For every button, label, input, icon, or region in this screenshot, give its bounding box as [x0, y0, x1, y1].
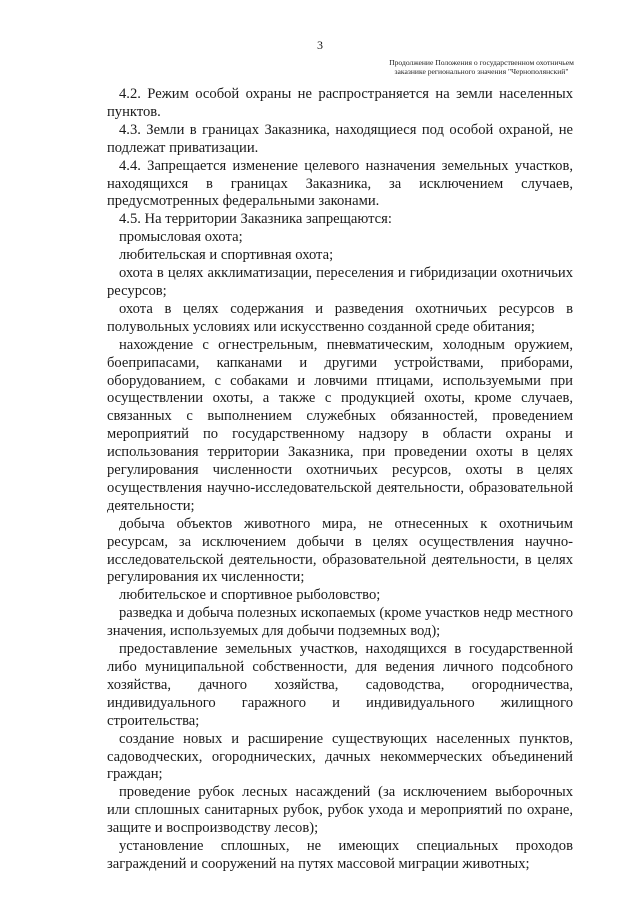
prohibition-item: любительское и спортивное рыболовство;: [119, 587, 381, 604]
paragraph-4-3: 4.3. Земли в границах Заказника, находящиеся под особой охраной, не подлежат приватизации.: [107, 121, 573, 156]
prohibition-item: создание новых и расширение существующих населенных пунктов, садоводческих, огороднических, дачных некоммерческих объединений граждан;: [107, 730, 573, 783]
prohibition-item: любительская и спортивная охота;: [119, 247, 334, 264]
running-header-line-2: заказнике регионального значения "Чернополянский": [394, 67, 569, 76]
document-body: [107, 86, 573, 874]
running-header-line-1: Продолжение Положения о государственном охотничьем: [389, 58, 574, 67]
prohibition-item: нахождение с огнестрельным, пневматическим, холодным оружием, боеприпасами, капканами и другими устройствами, приборами, оборудованием, с собаками и ловчими птицами, используемыми при осуществлении охоты, а также с продукцией охоты, кроме случаев, связанных с выполнением служебных обязанностей, проведением мероприятий по государственному надзору в области охраны и использования территории Заказника, при проведении охоты в целях регулирования численности охотничьих ресурсов, охоты в целях осуществления научно-исследовательской деятельности, образовательной деятельности;: [107, 336, 573, 514]
paragraph-4-2: 4.2. Режим особой охраны не распространяется на земли населенных пунктов.: [107, 86, 573, 120]
prohibition-item: охота в целях акклиматизации, переселения и гибридизации охотничьих ресурсов;: [107, 265, 573, 299]
page-number: 3: [317, 38, 323, 52]
prohibition-item: добыча объектов животного мира, не отнесенных к охотничьим ресурсам, за исключением добычи в целях осуществления научно-исследовательской деятельности, образовательной деятельности, в целях регулирования их численности;: [107, 515, 573, 586]
prohibition-item: установление сплошных, не имеющих специальных проходов заграждений и сооружений на путях массовой миграции животных;: [107, 838, 573, 872]
paragraph-4-4: 4.4. Запрещается изменение целевого назначения земельных участков, находящихся в границах Заказника, за исключением случаев, предусмотренных федеральными законами.: [107, 157, 573, 210]
prohibition-item: разведка и добыча полезных ископаемых (кроме участков недр местного значения, используемых для добычи подземных вод);: [107, 605, 573, 640]
paragraph-4-5: 4.5. На территории Заказника запрещаются:: [119, 211, 392, 228]
running-header: [359, 58, 604, 76]
prohibition-item: предоставление земельных участков, находящихся в государственной либо муниципальной собственности, для ведения личного подсобного хозяйства, дачного хозяйства, садоводства, огородничества, индивидуального гаражного и индивидуального жилищного строительства;: [107, 641, 573, 729]
prohibition-item: промысловая охота;: [119, 229, 243, 246]
prohibition-item: проведение рубок лесных насаждений (за исключением выборочных или сплошных санитарных рубок, рубок ухода и мероприятий по охране, защите и воспроизводству лесов);: [107, 784, 573, 837]
prohibition-item: охота в целях содержания и разведения охотничьих ресурсов в полувольных условиях или искусственно созданной среде обитания;: [107, 300, 573, 335]
